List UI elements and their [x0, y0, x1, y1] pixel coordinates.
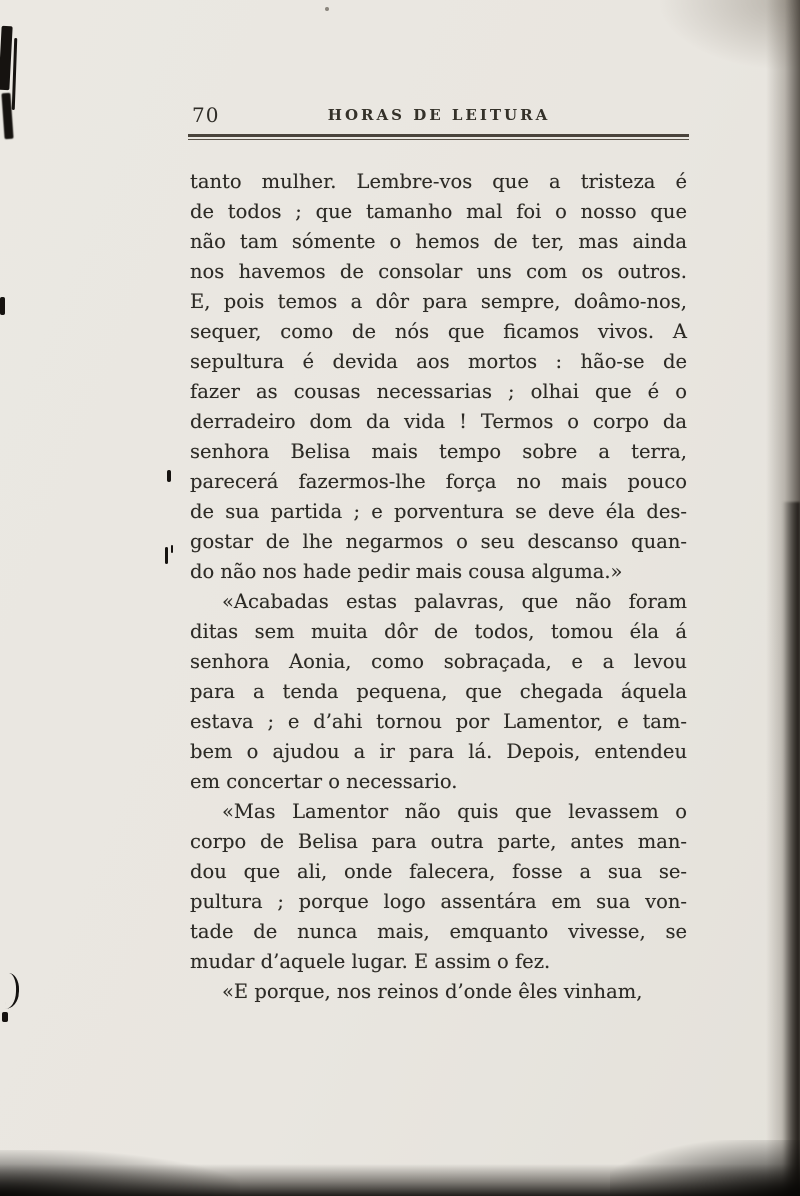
scan-shadow-top-right [660, 0, 800, 70]
text-line: «Mas Lamentor não quis que levassem o [222, 800, 687, 823]
text-line: para a tenda pequena, que chegada áquela [190, 680, 687, 703]
text-line: pultura ; porque logo assentára em sua von- [190, 890, 687, 913]
scan-shadow-bottom-left [0, 1150, 240, 1196]
scan-ink-mark [12, 38, 18, 110]
scan-margin-mark [165, 547, 168, 564]
text-line: não tam sómente o hemos de ter, mas ainda [190, 230, 687, 253]
text-line: E, pois temos a dôr para sempre, doâmo-nos, [190, 290, 687, 313]
text-line: parecerá fazermos-lhe força no mais pouco [190, 470, 687, 493]
text-line: de sua partida ; e porventura se deve éla des- [190, 500, 687, 523]
text-line: corpo de Belisa para outra parte, antes man- [190, 830, 687, 853]
scan-shadow-right-edge [766, 0, 800, 1196]
paragraph [190, 587, 687, 797]
text-line: ditas sem muita dôr de todos, tomou éla á [190, 620, 687, 643]
scan-ink-mark [2, 1012, 8, 1022]
body-text [190, 167, 687, 1007]
page-header [190, 101, 688, 129]
running-title: HORAS DE LEITURA [327, 106, 551, 124]
text-line: senhora Aonia, como sobraçada, e a levou [190, 650, 687, 673]
paragraph [190, 797, 687, 977]
text-line: «Acabadas estas palavras, que não foram [222, 590, 687, 613]
text-line: de todos ; que tamanho mal foi o nosso que [190, 200, 687, 223]
scan-ink-mark [1, 93, 13, 140]
text-line: dou que ali, onde falecera, fosse a sua se- [190, 860, 687, 883]
text-line: tanto mulher. Lembre-vos que a tristeza é [190, 170, 687, 193]
text-line: senhora Belisa mais tempo sobre a terra, [190, 440, 687, 463]
scan-ink-mark [5, 973, 19, 1009]
text-line: em concertar o necessario. [190, 770, 458, 793]
text-line: bem o ajudou a ir para lá. Depois, entendeu [190, 740, 687, 763]
text-line: sepultura é devida aos mortos : hão-se de [190, 350, 687, 373]
header-rule-thin [188, 139, 689, 140]
paragraph [190, 977, 687, 1007]
page-number: 70 [192, 103, 220, 127]
text-line: derradeiro dom da vida ! Termos o corpo da [190, 410, 687, 433]
text-line: gostar de lhe negarmos o seu descanso quan- [190, 530, 687, 553]
paragraph [190, 167, 687, 587]
text-line: do não nos hade pedir mais cousa alguma.» [190, 560, 623, 583]
text-line: nos havemos de consolar uns com os outros. [190, 260, 687, 283]
text-line: sequer, como de nós que ficamos vivos. A [190, 320, 687, 343]
text-line: tade de nunca mais, emquanto vivesse, se [190, 920, 687, 943]
text-line: mudar d’aquele lugar. E assim o fez. [190, 950, 551, 973]
header-rule [188, 134, 689, 140]
scan-margin-mark [171, 545, 173, 553]
scan-ink-mark [0, 297, 5, 315]
scan-speck [325, 7, 329, 11]
scan-ink-mark [0, 26, 13, 90]
scan-shadow-bottom-right [610, 1140, 800, 1196]
text-line: fazer as cousas necessarias ; olhai que é o [190, 380, 687, 403]
scan-shadow-right-edge-dark [782, 502, 800, 1196]
text-line: estava ; e d’ahi tornou por Lamentor, e tam- [190, 710, 687, 733]
text-line: «E porque, nos reinos d’onde êles vinham, [222, 980, 643, 1003]
scan-margin-mark [167, 470, 171, 482]
scan-shadow-bottom-edge [0, 1164, 800, 1196]
